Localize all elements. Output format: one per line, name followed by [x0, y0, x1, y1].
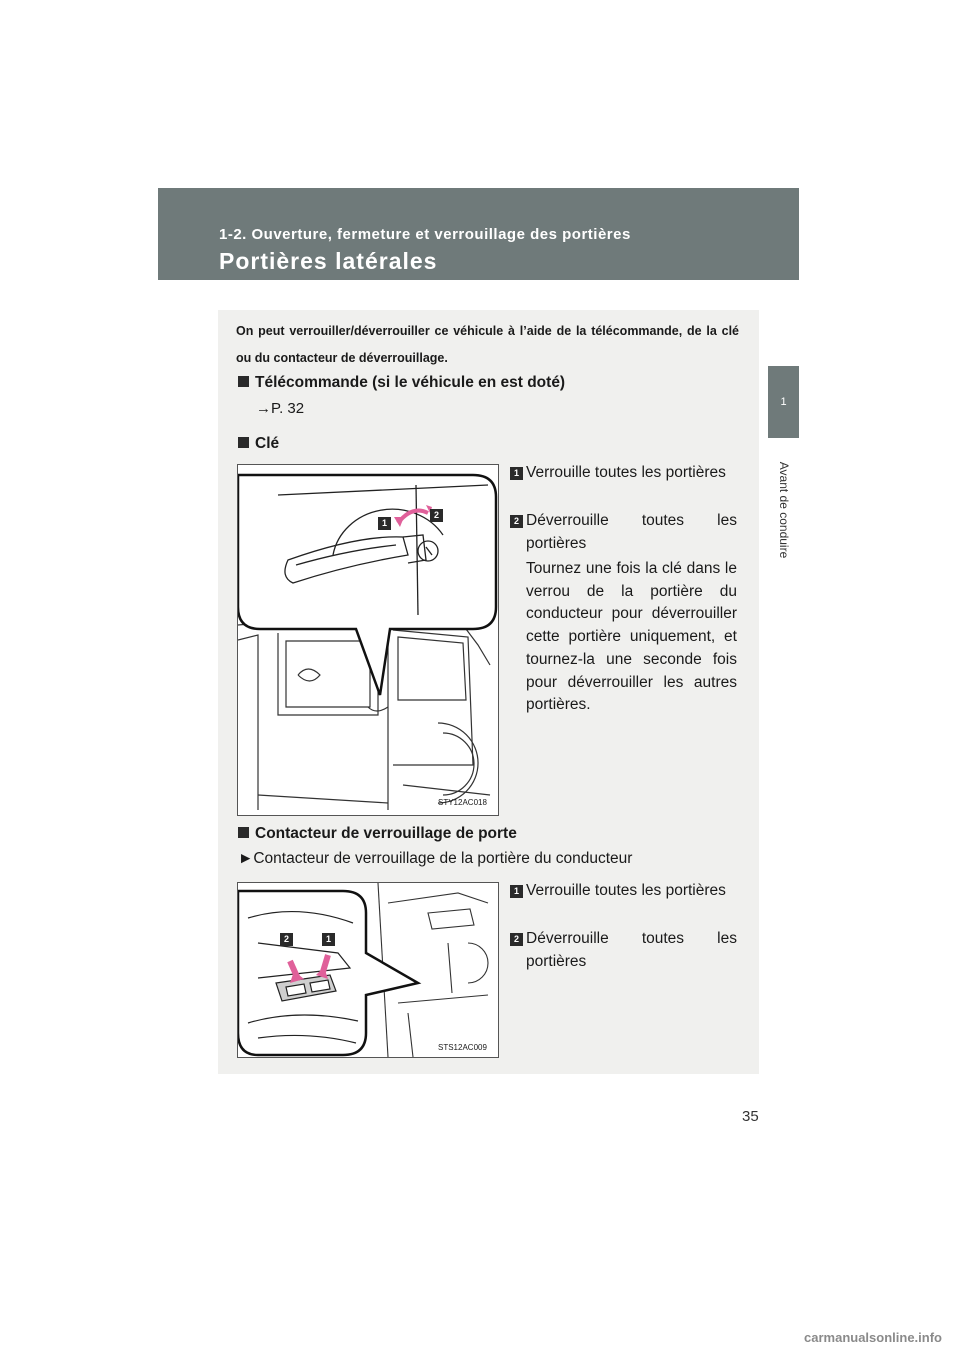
switch-step-2	[510, 928, 737, 973]
page-reference-link[interactable]: →P. 32	[256, 400, 305, 417]
page-number: 35	[742, 1108, 759, 1125]
switch-illustration	[237, 882, 499, 1058]
heading-switch	[238, 825, 517, 843]
figure-code: STY12AC018	[438, 798, 487, 807]
key-step-2-text: Déverrouille toutes les portières	[526, 512, 737, 552]
chapter-tab	[768, 366, 799, 438]
heading-key	[238, 435, 279, 453]
heading-remote-text: Télécommande (si le véhicule en est doté)	[255, 374, 566, 391]
door-key-drawing	[238, 465, 498, 815]
callout-2: 2	[430, 509, 443, 522]
chapter-label-wrap	[768, 445, 799, 575]
heading-key-text: Clé	[255, 435, 280, 452]
key-step-2	[510, 510, 737, 555]
switch-step-1-text: Verrouille toutes les portières	[526, 882, 726, 899]
switch-subheading: ►Contacteur de verrouillage de la portière du conducteur	[238, 850, 633, 867]
square-bullet-icon	[238, 827, 249, 838]
callout-2: 2	[280, 933, 293, 946]
square-bullet-icon	[238, 376, 249, 387]
switch-step-1	[510, 880, 737, 903]
page-title: Portières latérales	[219, 248, 438, 274]
callout-1: 1	[378, 517, 391, 530]
key-step-1-text: Verrouille toutes les portières	[526, 464, 726, 481]
key-step-1	[510, 462, 737, 485]
section-label: 1-2. Ouverture, fermeture et verrouillage des portières	[219, 226, 631, 243]
callout-1: 1	[322, 933, 335, 946]
heading-switch-text: Contacteur de verrouillage de porte	[255, 825, 517, 842]
heading-remote	[238, 374, 565, 392]
step-number-badge: 2	[510, 933, 523, 946]
lock-switch-drawing	[238, 883, 498, 1057]
figure-code: STS12AC009	[438, 1043, 487, 1052]
intro-text: On peut verrouiller/déverrouiller ce véhicule à l’aide de la télécommande, de la clé ou du contacteur de déverrouillage.	[236, 324, 739, 365]
switch-step-2-text: Déverrouille toutes les portières	[526, 930, 737, 970]
watermark: carmanualsonline.info	[804, 1330, 942, 1345]
key-illustration	[237, 464, 499, 816]
key-note: Tournez une fois la clé dans le verrou de la portière du conducteur pour déverrouiller cette portière uniquement, et tournez-la une seconde fois pour déverrouiller les autres portières.	[526, 560, 737, 714]
step-number-badge: 1	[510, 467, 523, 480]
chapter-number: 1	[780, 396, 787, 408]
square-bullet-icon	[238, 437, 249, 448]
step-number-badge: 2	[510, 515, 523, 528]
step-number-badge: 1	[510, 885, 523, 898]
chapter-label: Avant de conduire	[776, 461, 791, 559]
